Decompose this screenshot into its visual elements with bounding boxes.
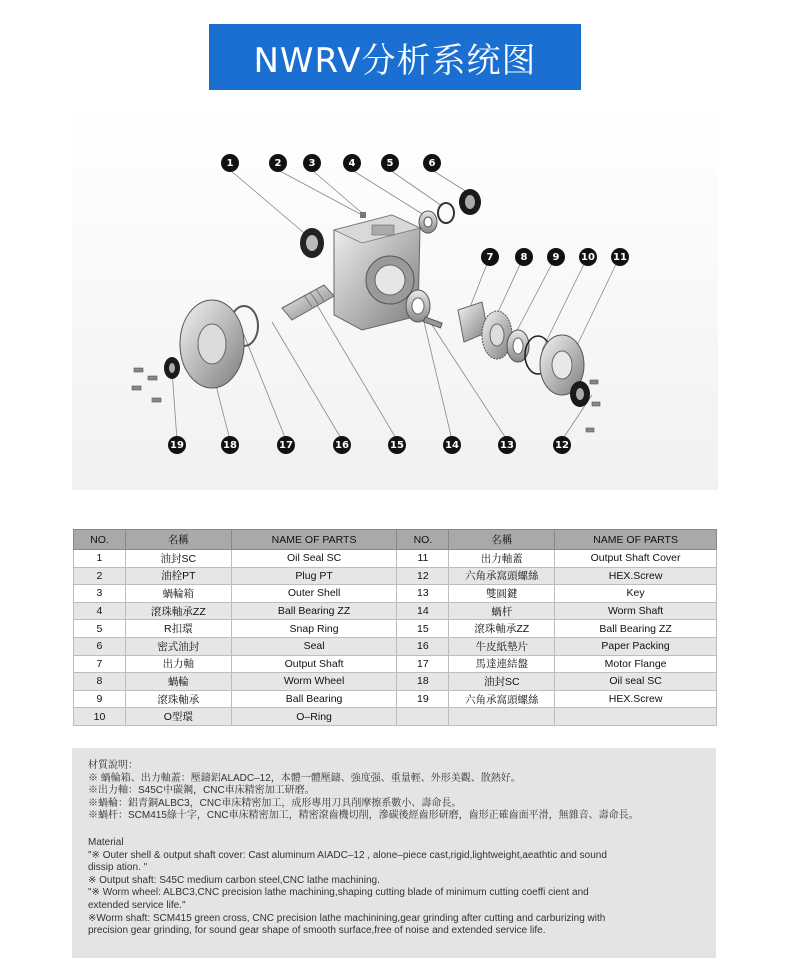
table-cell: 牛皮紙墊片 [449,637,555,655]
page-title: NWRV分析系统图 [209,24,581,90]
header-name-en: NAME OF PARTS [231,530,397,550]
table-cell: 6 [74,637,126,655]
table-cell: HEX.Screw [555,690,717,708]
callout-13: 13 [498,436,516,454]
table-cell: Output Shaft Cover [555,550,717,568]
material-description [72,748,716,958]
table-cell: Worm Shaft [555,602,717,620]
table-row [74,567,717,585]
table-cell: O–Ring [231,708,397,726]
table-row [74,655,717,673]
table-cell: 14 [397,602,449,620]
exploded-view-diagram [72,110,718,490]
table-cell [449,708,555,726]
table-cell: 7 [74,655,126,673]
table-cell: 9 [74,690,126,708]
callout-16: 16 [333,436,351,454]
callout-6: 6 [423,154,441,172]
material-cn-line: ※ 蝸輪箱、出力軸蓋：壓鑄鋁ALADC–12，本體一體壓鑄、強度强、重量輕、外形美觀、散熱好。 [88,772,521,784]
table-cell: Motor Flange [555,655,717,673]
table-cell: 10 [74,708,126,726]
table-cell: 4 [74,602,126,620]
table-cell: Oil Seal SC [231,550,397,568]
table-row [74,690,717,708]
table-cell: 密式油封 [125,637,231,655]
callout-15: 15 [388,436,406,454]
table-cell: 13 [397,585,449,603]
table-cell: Plug PT [231,567,397,585]
table-cell: O型環 [125,708,231,726]
table-cell: 滾珠軸承ZZ [449,620,555,638]
callout-9: 9 [547,248,565,266]
table-cell: HEX.Screw [555,567,717,585]
table-cell: Ball Bearing ZZ [555,620,717,638]
material-en-line: ※Worm shaft: SCM415 green cross, CNC precision lathe machinining,gear grinding after cutting and carburizing with [88,912,606,924]
table-header-row [74,530,717,550]
header-no: NO. [74,530,126,550]
table-cell [397,708,449,726]
header-no-2: NO. [397,530,449,550]
table-cell: 滾珠軸承ZZ [125,602,231,620]
table-cell: R扣環 [125,620,231,638]
table-cell: 出力軸蓋 [449,550,555,568]
table-cell: Ball Bearing ZZ [231,602,397,620]
table-cell: 5 [74,620,126,638]
callout-2: 2 [269,154,287,172]
header-name-en-2: NAME OF PARTS [555,530,717,550]
table-row [74,620,717,638]
header-name-cn-2: 名稱 [449,530,555,550]
material-en-line: ※ Output shaft: S45C medium carbon steel,CNC lathe machining. [88,874,380,886]
table-cell: 滾珠軸承 [125,690,231,708]
table-cell: 16 [397,637,449,655]
table-cell: Output Shaft [231,655,397,673]
table-cell: 馬達連結盤 [449,655,555,673]
table-cell: 六角承窩頭螺絲 [449,567,555,585]
callout-4: 4 [343,154,361,172]
material-en-line: "※ Worm wheel: ALBC3,CNC precision lathe machining,shaping cutting blade of minimum cutting coeffi cient and [88,887,589,899]
table-cell: 油封SC [125,550,231,568]
callout-14: 14 [443,436,461,454]
table-row [74,637,717,655]
callout-12: 12 [553,436,571,454]
callout-17: 17 [277,436,295,454]
material-en-line: precision gear grinding, for sound gear shape of smooth surface,free of noise and extended service life. [88,925,546,937]
material-en-title: Material [88,836,124,848]
table-row [74,673,717,691]
material-cn-line: ※蝸杆：SCM415綠十字，CNC車床精密加工，精密滾齒機切削，滲碳後經齒形研磨，齒形正確齒面平滑，無雜音、壽命長。 [88,810,639,822]
table-cell: 蝸輪箱 [125,585,231,603]
callout-8: 8 [515,248,533,266]
table-cell: 油栓PT [125,567,231,585]
material-en-line: extended service life." [88,899,186,911]
table-cell: 出力軸 [125,655,231,673]
table-cell: 8 [74,673,126,691]
callout-7: 7 [481,248,499,266]
parts-table [73,529,717,726]
material-en-line: "※ Outer shell & output shaft cover: Cast aluminum AIADC–12 , alone–piece cast,rigid,lightweight,aeathtic and sound [88,849,607,861]
header-name-cn: 名稱 [125,530,231,550]
table-cell: 蝸輪 [125,673,231,691]
table-cell [555,708,717,726]
material-en-line: dissip ation. " [88,862,148,874]
callout-1: 1 [221,154,239,172]
table-cell: Oil seal SC [555,673,717,691]
table-cell: 蝸杆 [449,602,555,620]
callout-19: 19 [168,436,186,454]
table-cell: Worm Wheel [231,673,397,691]
table-cell: 雙圓鍵 [449,585,555,603]
table-cell: 15 [397,620,449,638]
table-row [74,708,717,726]
callout-11: 11 [611,248,629,266]
table-cell: Snap Ring [231,620,397,638]
table-cell: 2 [74,567,126,585]
callout-5: 5 [381,154,399,172]
table-cell: 六角承窩頭螺絲 [449,690,555,708]
table-cell: 油封SC [449,673,555,691]
table-row [74,550,717,568]
material-cn-title: 材質說明： [88,760,138,771]
table-cell: 11 [397,550,449,568]
table-cell: Key [555,585,717,603]
table-row [74,602,717,620]
table-cell: Outer Shell [231,585,397,603]
table-cell: 3 [74,585,126,603]
table-cell: 19 [397,690,449,708]
table-cell: 17 [397,655,449,673]
callout-18: 18 [221,436,239,454]
table-cell: Ball Bearing [231,690,397,708]
table-row [74,585,717,603]
table-cell: Paper Packing [555,637,717,655]
table-cell: 1 [74,550,126,568]
table-cell: 12 [397,567,449,585]
table-cell: 18 [397,673,449,691]
callout-3: 3 [303,154,321,172]
material-cn-line: ※出力軸：S45C中碳鋼，CNC車床精密加工研磨。 [88,785,315,797]
callout-10: 10 [579,248,597,266]
table-cell: Seal [231,637,397,655]
material-cn-line: ※蝸輪：鋁青銅ALBC3，CNC車床精密加工，成形專用刀具削摩擦系數小、壽命長。 [88,797,462,809]
